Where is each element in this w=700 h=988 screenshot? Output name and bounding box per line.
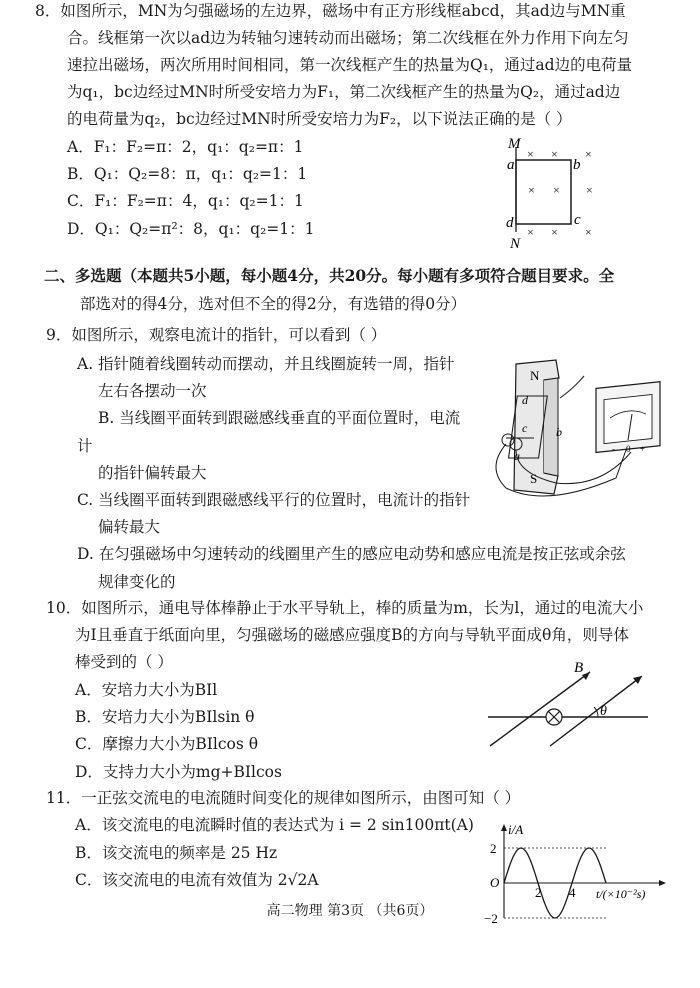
q8-option-c: C．F₁：F₂=π：4，q₁：q₂=1：1 bbox=[67, 192, 304, 210]
field-mark: × bbox=[527, 225, 534, 239]
label-c: c bbox=[574, 212, 581, 228]
x-axis-label: t/(×10⁻²s) bbox=[596, 887, 646, 901]
field-mark: × bbox=[551, 225, 558, 239]
q8-option-a: A．F₁：F₂=π：2，q₁：q₂=π：1 bbox=[67, 138, 304, 156]
q9-generator-figure bbox=[486, 348, 676, 508]
q9-option-c: C. 当线圈平面转到跟磁感线平行的位置时，电流计的指针 bbox=[77, 491, 471, 509]
q9-option-a: A. 指针随着线圈转动而摆动，并且线圈旋转一周，指针 bbox=[77, 355, 455, 373]
q9-stem: 9．如图所示，观察电流计的指针，可以看到（ ） bbox=[46, 326, 387, 344]
x-axis-arrow bbox=[659, 880, 666, 886]
theta-label: θ bbox=[600, 704, 607, 719]
coil-label-b: b bbox=[556, 425, 562, 439]
y-tick-label: −2 bbox=[484, 911, 498, 925]
q10-option-c: C．摩擦力大小为BIlcos θ bbox=[75, 735, 259, 753]
q9-option-b: B. 当线圈平面转到跟磁感线垂直的平面位置时，电流 bbox=[98, 409, 461, 427]
square-loop bbox=[516, 160, 571, 224]
q9-option-b-cont: 的指针偏转最大 bbox=[98, 464, 207, 482]
label-a: a bbox=[507, 157, 515, 173]
q8-stem-line: 合。线框第一次以ad边为转轴匀速转动而出磁场；第二次线框在外力作用下向左匀 bbox=[67, 29, 629, 47]
x-tick-label: 2 bbox=[535, 885, 542, 900]
q9-option-d-cont: 规律变化的 bbox=[98, 573, 176, 591]
meter-plus: + bbox=[640, 444, 646, 454]
label-d: d bbox=[506, 215, 514, 231]
q10-conductor-rod-figure bbox=[482, 658, 652, 758]
y-tick-label: 2 bbox=[490, 841, 497, 856]
y-axis-label: i/A bbox=[508, 822, 524, 837]
q9-option-a-cont: 左右各摆动一次 bbox=[98, 382, 207, 400]
section-2-note: 部选对的得4分，选对但不全的得2分，有选错的得0分） bbox=[80, 295, 467, 313]
x-tick-label: 4 bbox=[569, 885, 576, 900]
field-mark: × bbox=[528, 183, 535, 197]
label-n: N bbox=[510, 236, 521, 252]
q10-stem-line: 为I且垂直于纸面向里，匀强磁场的磁感应强度B的方向与导轨平面成θ角，则导体 bbox=[75, 626, 629, 644]
q11-option-c: C．该交流电的电流有效值为 2√2A bbox=[75, 871, 319, 889]
field-mark: × bbox=[551, 147, 558, 161]
field-mark: × bbox=[586, 183, 593, 197]
q10-stem-line: 10．如图所示，通电导体棒静止于水平导轨上，棒的质量为m，长为l，通过的电流大小 bbox=[46, 599, 644, 617]
field-marks bbox=[527, 147, 593, 239]
y-axis-arrow bbox=[501, 824, 507, 831]
q11-option-a: A．该交流电的电流瞬时值的表达式为 i = 2 sin100πt(A) bbox=[75, 816, 474, 834]
field-mark: × bbox=[527, 147, 534, 161]
q10-stem-line: 棒受到的（ ） bbox=[75, 653, 173, 671]
field-mark: × bbox=[553, 183, 560, 197]
q10-option-d: D．支持力大小为mg+BIlcos bbox=[75, 763, 282, 781]
magnet-south-label: S bbox=[530, 471, 538, 486]
q9-option-c-cont: 偏转最大 bbox=[98, 518, 161, 536]
coil-label-c: c bbox=[522, 421, 528, 435]
section-2-header: 二、多选题（本题共5小题，每小题4分，共20分。每小题有多项符合题目要求。全 bbox=[44, 266, 615, 285]
origin-label: O bbox=[490, 875, 500, 890]
q8-stem-line: 为q₁，bc边经过MN时所受安培力为F₁，第二次线框产生的热量为Q₂，通过ad边 bbox=[67, 83, 621, 101]
q8-stem-line: 8．如图所示，MN为匀强磁场的左边界，磁场中有正方形线框abcd，其ad边与MN重 bbox=[35, 2, 626, 20]
q10-option-a: A．安培力大小为BIl bbox=[75, 681, 218, 699]
label-m: M bbox=[508, 136, 521, 152]
b-field-line bbox=[490, 672, 590, 746]
field-mark: × bbox=[585, 147, 592, 161]
q8-option-b: B．Q₁：Q₂=8：π，q₁：q₂=1：1 bbox=[67, 165, 308, 183]
coil-label-a: a bbox=[514, 449, 520, 463]
q11-option-b: B．该交流电的频率是 25 Hz bbox=[75, 844, 278, 862]
q8-stem-line: 的电荷量为q₂，bc边经过MN时所受安培力为F₂，以下说法正确的是（ ） bbox=[67, 110, 572, 128]
b-label: B bbox=[574, 660, 584, 676]
q9-option-b-cont: 计 bbox=[77, 437, 93, 455]
q8-option-d: D．Q₁：Q₂=π²：8，q₁：q₂=1：1 bbox=[67, 220, 315, 238]
q9-option-d: D. 在匀强磁场中匀速转动的线圈里产生的感应电动势和感应电流是按正弦或余弦 bbox=[77, 545, 626, 563]
q8-magnetic-field-figure bbox=[495, 132, 615, 257]
q10-option-b: B．安培力大小为BIlsin θ bbox=[75, 708, 255, 726]
meter-zero: 0 bbox=[626, 444, 631, 454]
magnet-north-label: N bbox=[530, 368, 540, 383]
label-b: b bbox=[573, 157, 581, 173]
field-mark: × bbox=[585, 225, 592, 239]
coil-label-d: d bbox=[522, 393, 528, 407]
page-footer: 高二物理 第3页 （共6页） bbox=[266, 903, 434, 919]
b-field-line bbox=[550, 676, 642, 746]
meter-minus: - bbox=[612, 444, 615, 454]
q11-stem: 11．一正弦交流电的电流随时间变化的规律如图所示，由图可知（ ） bbox=[46, 789, 521, 807]
q8-stem-line: 速拉出磁场，两次所用时间相同，第一次线框产生的热量为Q₁，通过ad边的电荷量 bbox=[67, 56, 633, 74]
